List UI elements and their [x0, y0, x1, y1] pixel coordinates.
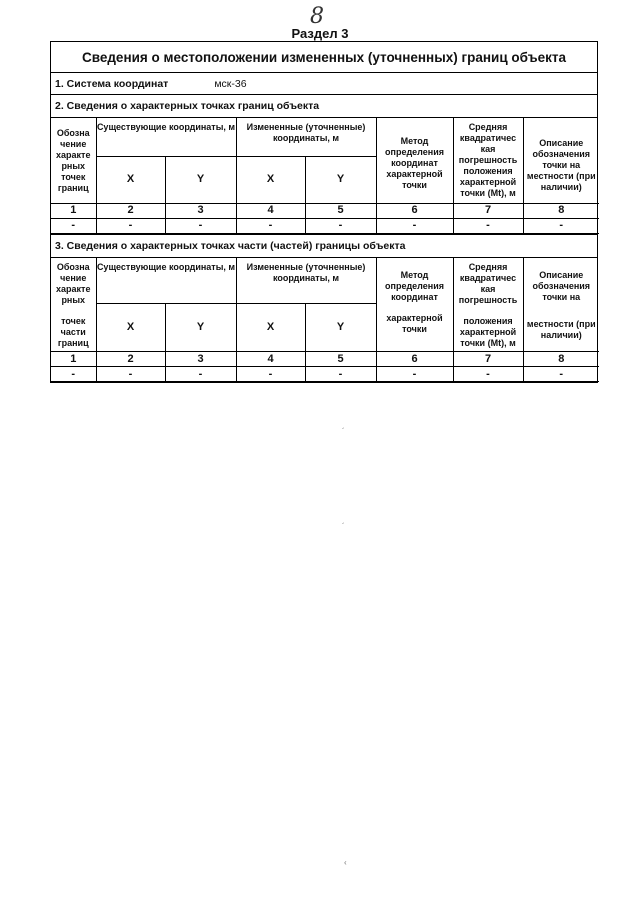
s3-header-point-id-a: Обозна чение характе рных: [56, 261, 91, 305]
s2-header-existing: Существующие координаты, м: [96, 118, 236, 156]
s2-cell: -: [96, 218, 165, 233]
section2-title: 2. Сведения о характерных точках границ объекта: [51, 95, 597, 118]
s3-num: 6: [376, 352, 453, 367]
s3-num: 3: [165, 352, 236, 367]
s2-num: 3: [165, 203, 236, 218]
scan-speck: ´: [342, 522, 345, 531]
s2-num: 2: [96, 203, 165, 218]
s3-x-changed: X: [236, 304, 305, 352]
s3-number-row: [51, 352, 599, 367]
s2-data-row: [51, 218, 599, 233]
document-table: [50, 41, 598, 383]
s2-cell: -: [453, 218, 523, 233]
s3-header-error-a: Средняя квадратичес кая погрешность: [458, 261, 518, 305]
s2-number-row: [51, 203, 599, 218]
s3-header-description: [523, 258, 599, 352]
s3-y-existing: Y: [165, 304, 236, 352]
section-heading: Раздел 3: [291, 26, 349, 41]
coordinate-system-value: мск-36: [214, 77, 247, 90]
s3-header-point-id: [51, 258, 96, 352]
s2-cell: -: [376, 218, 453, 233]
handwritten-page-number: 8: [310, 4, 324, 29]
s2-num: 6: [376, 203, 453, 218]
s3-num: 1: [51, 352, 96, 367]
s2-num: 5: [305, 203, 376, 218]
s2-cell: -: [51, 218, 96, 233]
s2-num: 8: [523, 203, 599, 218]
s3-cell: -: [453, 367, 523, 382]
s3-header-method-b: характерной точки: [386, 312, 443, 334]
s3-header-description-b: местности (при наличии): [526, 318, 596, 340]
s3-x-existing: X: [96, 304, 165, 352]
scan-speck: ´: [342, 427, 345, 436]
s3-num: 4: [236, 352, 305, 367]
s3-num: 8: [523, 352, 599, 367]
s2-cell: -: [305, 218, 376, 233]
s3-header-error-b: положения характерной точки (Mt), м: [459, 315, 517, 348]
s3-cell: -: [305, 367, 376, 382]
s3-header-method: [376, 258, 453, 352]
s2-header-point-id: Обозна чение характе рных точек границ: [51, 118, 96, 203]
s2-header-error: Средняя квадратичес кая погрешность положения характерной точки (Mt), м: [453, 118, 523, 203]
s3-num: 7: [453, 352, 523, 367]
coordinate-system-row: [51, 73, 597, 95]
s2-cell: -: [236, 218, 305, 233]
s3-header-method-a: Метод определения координат: [385, 269, 444, 302]
s2-x-existing: X: [96, 156, 165, 203]
s2-num: 4: [236, 203, 305, 218]
s3-cell: -: [51, 367, 96, 382]
s2-y-existing: Y: [165, 156, 236, 203]
s3-cell: -: [236, 367, 305, 382]
s3-cell: -: [523, 367, 599, 382]
section3-title: 3. Сведения о характерных точках части (частей) границы объекта: [51, 234, 597, 258]
s3-header-point-id-b: точек части границ: [57, 315, 89, 348]
s3-num: 5: [305, 352, 376, 367]
s3-cell: -: [376, 367, 453, 382]
s3-y-changed: Y: [305, 304, 376, 352]
s2-num: 1: [51, 203, 96, 218]
scan-speck: ‹: [344, 858, 347, 867]
coordinate-system-label: 1. Система координат: [55, 77, 169, 90]
s2-x-changed: X: [236, 156, 305, 203]
s3-header-description-a: Описание обозначения точки на: [532, 269, 591, 302]
s3-header-existing: Существующие координаты, м: [96, 258, 236, 304]
s2-header-method: Метод определения координат характерной точки: [376, 118, 453, 203]
s3-cell: -: [96, 367, 165, 382]
s2-cell: -: [523, 218, 599, 233]
s2-header-description: Описание обозначения точки на местности (при наличии): [523, 118, 599, 203]
section3-table: [51, 258, 599, 383]
s2-header-changed: Измененные (уточненные) координаты, м: [236, 118, 376, 156]
section2-table: [51, 118, 599, 234]
s2-y-changed: Y: [305, 156, 376, 203]
s3-num: 2: [96, 352, 165, 367]
s2-cell: -: [165, 218, 236, 233]
s3-data-row: [51, 367, 599, 382]
s3-header-error: [453, 258, 523, 352]
document-title: Сведения о местоположении измененных (уточненных) границ объекта: [51, 42, 597, 73]
s3-cell: -: [165, 367, 236, 382]
s3-header-changed: Измененные (уточненные) координаты, м: [236, 258, 376, 304]
s2-num: 7: [453, 203, 523, 218]
